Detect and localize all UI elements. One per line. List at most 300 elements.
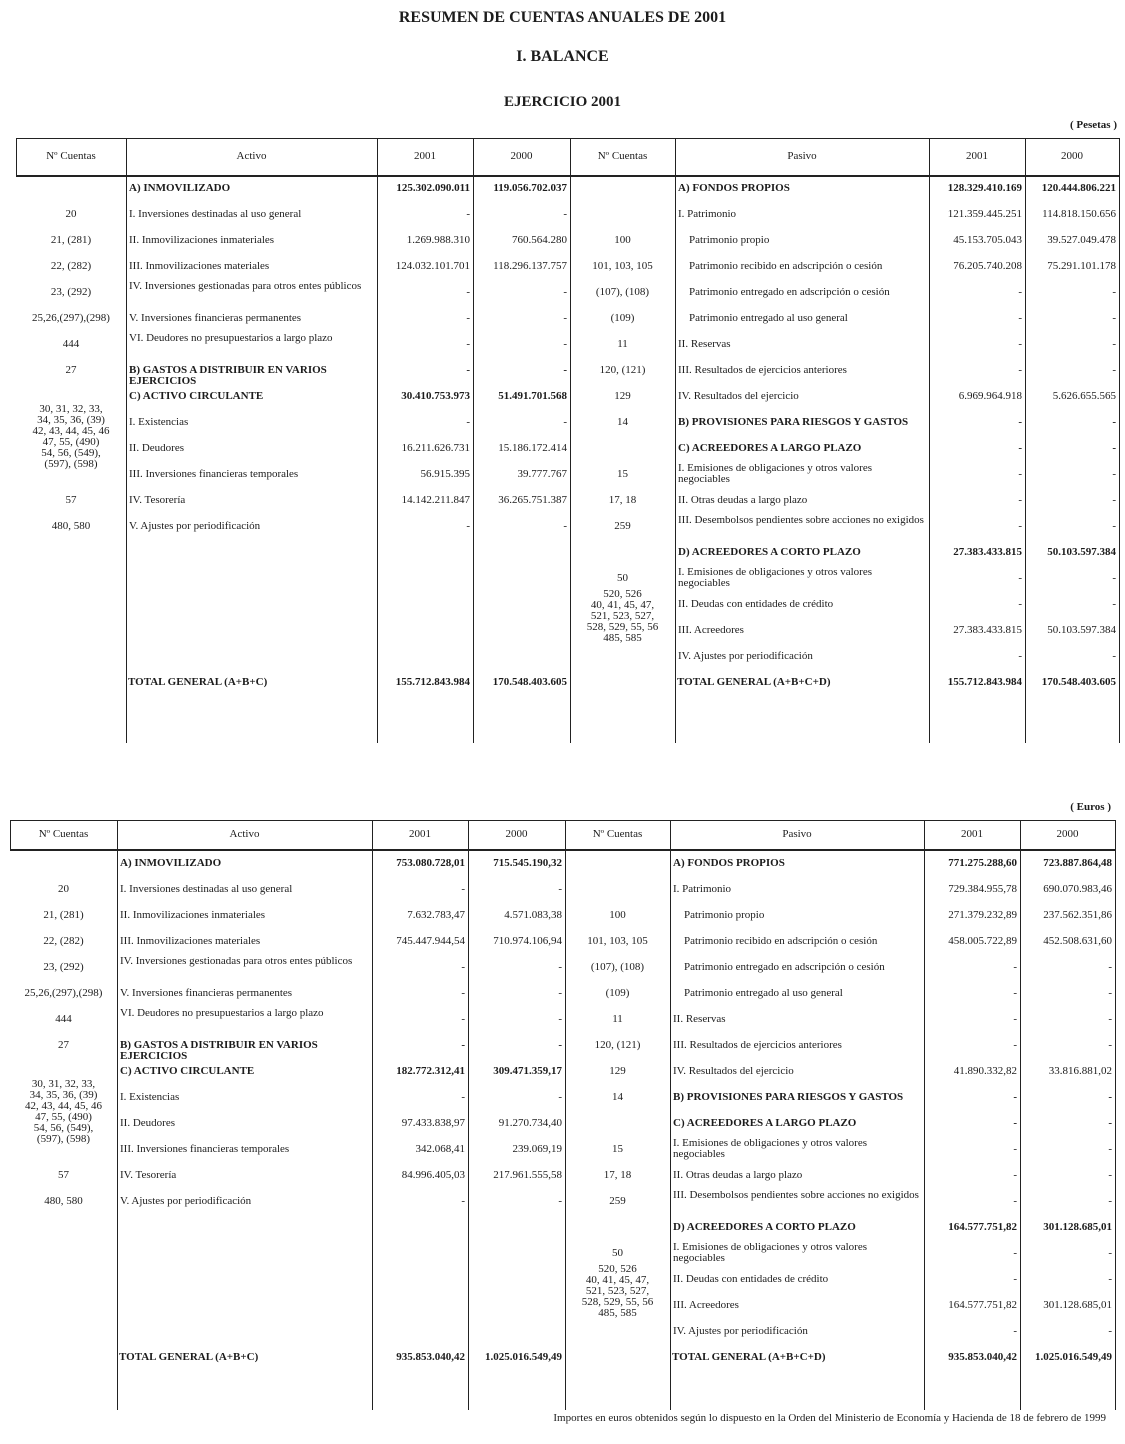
account-code: 15 [617, 468, 628, 480]
value-2000: 51.491.701.568 [498, 390, 567, 402]
account-code: 54, 56, (549), [41, 447, 101, 459]
value-2000: - [563, 364, 567, 376]
value-2000: - [1112, 598, 1116, 610]
column-divider [468, 820, 469, 1410]
value-2000: - [1112, 364, 1116, 376]
value-2001: 16.211.626.731 [401, 442, 470, 454]
activo-label: III. Inmovilizaciones materiales [129, 260, 270, 272]
column-divider [1119, 138, 1120, 743]
value-2001: 128.329.410.169 [947, 182, 1022, 194]
account-code: 101, 103, 105 [592, 260, 653, 272]
pasivo-label: B) PROVISIONES PARA RIESGOS Y GASTOS [678, 416, 909, 428]
value-2001: 342.068,41 [415, 1143, 465, 1155]
activo-label: VI. Deudores no presupuestarios a largo plazo [120, 1007, 324, 1019]
account-code: 22, (282) [43, 935, 84, 947]
value-2000: - [1108, 1273, 1112, 1285]
pasivo-label: III. Desembolsos pendientes sobre acciones no exigidos [673, 1189, 919, 1201]
account-code: 20 [58, 883, 69, 895]
page-title: RESUMEN DE CUENTAS ANUALES DE 2001 [398, 9, 727, 26]
pasivo-label: II. Reservas [673, 1013, 726, 1025]
value-2000: - [1112, 416, 1116, 428]
value-2001: - [1013, 1247, 1017, 1259]
column-divider [924, 820, 925, 1410]
value-2000: 120.444.806.221 [1041, 182, 1116, 194]
value-2001: 271.379.232,89 [948, 909, 1017, 921]
value-2001: - [1018, 312, 1022, 324]
value-2001: - [461, 1091, 465, 1103]
pasivo-label: I. Emisiones de obligaciones y otros valores negociables [673, 1137, 867, 1160]
activo-label: C) ACTIVO CIRCULANTE [129, 390, 264, 402]
activo-label: III. Inmovilizaciones materiales [120, 935, 261, 947]
account-code: 30, 31, 32, 33, [39, 403, 103, 415]
column-divider [670, 820, 671, 1410]
column-header-2001: 2001 [414, 150, 436, 162]
account-code: 120, (121) [594, 1039, 641, 1051]
pasivo-label: C) ACREEDORES A LARGO PLAZO [673, 1117, 857, 1129]
value-2000: - [563, 208, 567, 220]
account-code: 485, 585 [598, 1307, 637, 1319]
pasivo-label: B) PROVISIONES PARA RIESGOS Y GASTOS [673, 1091, 904, 1103]
pasivo-label: Patrimonio propio [689, 234, 770, 246]
value-2000: 4.571.083,38 [504, 909, 562, 921]
value-2001: - [466, 312, 470, 324]
value-2001: - [1018, 494, 1022, 506]
column-header-cuentas-pasivo: Nº Cuentas [592, 828, 643, 840]
column-header-cuentas-pasivo: Nº Cuentas [597, 150, 648, 162]
account-code: 50 [612, 1247, 623, 1259]
value-2000: - [1108, 1039, 1112, 1051]
activo-label: I. Inversiones destinadas al uso general [120, 883, 293, 895]
value-2000: - [1112, 494, 1116, 506]
pasivo-label: Patrimonio entregado al uso general [684, 987, 843, 999]
total-label-pasivo: TOTAL GENERAL (A+B+C+D) [677, 676, 831, 688]
pasivo-label: I. Patrimonio [678, 208, 737, 220]
column-divider [675, 138, 676, 743]
value-2001: - [1013, 1039, 1017, 1051]
pasivo-label: III. Acreedores [678, 624, 744, 636]
value-2000: - [1112, 312, 1116, 324]
pasivo-label: III. Acreedores [673, 1299, 739, 1311]
value-2000: 118.296.137.757 [493, 260, 567, 272]
value-2001: - [1013, 1169, 1017, 1181]
value-2000: 760.564.280 [512, 234, 567, 246]
value-2000: - [558, 1195, 562, 1207]
value-2001: 56.915.395 [420, 468, 470, 480]
account-code: 15 [612, 1143, 623, 1155]
total-2000-activo: 170.548.403.605 [492, 676, 567, 688]
account-code: 47, 55, (490) [42, 436, 100, 448]
account-code: (109) [605, 987, 630, 999]
value-2001: - [1013, 1195, 1017, 1207]
account-code: 22, (282) [50, 260, 92, 272]
pasivo-label: II. Otras deudas a largo plazo [678, 494, 808, 506]
account-code: 57 [58, 1169, 69, 1181]
value-2000: - [1108, 961, 1112, 973]
total-2000-pasivo: 1.025.016.549,49 [1035, 1351, 1112, 1363]
value-2001: 27.383.433.815 [953, 624, 1022, 636]
column-divider [565, 820, 566, 1410]
value-2000: 239.069,19 [512, 1143, 562, 1155]
value-2001: - [461, 1013, 465, 1025]
pasivo-label: I. Emisiones de obligaciones y otros valores negociables [678, 566, 872, 589]
column-header-2000: 2000 [505, 828, 528, 840]
value-2000: 15.186.172.414 [498, 442, 567, 454]
column-header-activo: Activo [236, 150, 267, 162]
value-2000: 710.974.106,94 [493, 935, 562, 947]
value-2000: - [558, 961, 562, 973]
total-2001-activo: 155.712.843.984 [395, 676, 470, 688]
value-2001: 458.005.722,89 [948, 935, 1017, 947]
pasivo-label: C) ACREEDORES A LARGO PLAZO [678, 442, 862, 454]
value-2001: - [461, 987, 465, 999]
value-2000: 75.291.101.178 [1047, 260, 1116, 272]
value-2001: - [1013, 1117, 1017, 1129]
column-header-pasivo: Pasivo [787, 150, 817, 162]
balance-table-pesetas [16, 138, 1120, 743]
account-code: 23, (292) [43, 961, 84, 973]
account-code: 14 [612, 1091, 623, 1103]
value-2000: - [1108, 1091, 1112, 1103]
value-2001: - [1013, 1091, 1017, 1103]
value-2001: 6.969.964.918 [958, 390, 1022, 402]
column-header-cuentas: Nº Cuentas [46, 150, 96, 162]
pasivo-label: Patrimonio entregado en adscripción o cesión [684, 961, 885, 973]
value-2001: - [466, 338, 470, 350]
activo-label: B) GASTOS A DISTRIBUIR EN VARIOS EJERCICIOS [129, 364, 327, 387]
activo-label: IV. Tesorería [120, 1169, 177, 1181]
value-2001: - [1018, 520, 1022, 532]
activo-label: C) ACTIVO CIRCULANTE [120, 1065, 255, 1077]
account-code: 20 [65, 208, 77, 220]
pasivo-label: Patrimonio propio [684, 909, 765, 921]
value-2001: - [466, 208, 470, 220]
value-2000: - [1108, 1013, 1112, 1025]
value-2001: 27.383.433.815 [953, 546, 1022, 558]
activo-label: V. Inversiones financieras permanentes [129, 312, 302, 324]
pasivo-label: III. Resultados de ejercicios anteriores [673, 1039, 842, 1051]
value-2000: 309.471.359,17 [493, 1065, 562, 1077]
account-code: 528, 529, 55, 56 [586, 621, 659, 633]
value-2000: 91.270.734,40 [498, 1117, 562, 1129]
value-2001: - [461, 961, 465, 973]
value-2000: - [1108, 1169, 1112, 1181]
column-header-2000-pasivo: 2000 [1056, 828, 1079, 840]
column-header-2001-pasivo: 2001 [966, 150, 988, 162]
value-2001: - [1018, 468, 1022, 480]
total-label-pasivo: TOTAL GENERAL (A+B+C+D) [672, 1351, 826, 1363]
account-code: 27 [65, 364, 77, 376]
account-code: (597), (598) [36, 1133, 91, 1145]
value-2001: 14.142.211.847 [401, 494, 470, 506]
account-code: 34, 35, 36, (39) [29, 1089, 98, 1101]
value-2001: - [461, 1195, 465, 1207]
value-2001: 164.577.751,82 [948, 1221, 1017, 1233]
value-2001: 182.772.312,41 [396, 1065, 465, 1077]
value-2001: - [1018, 650, 1022, 662]
account-code: 42, 43, 44, 45, 46 [32, 425, 110, 437]
activo-label: I. Existencias [129, 416, 189, 428]
pasivo-label: I. Patrimonio [673, 883, 732, 895]
total-2000-activo: 1.025.016.549,49 [485, 1351, 562, 1363]
value-2000: 119.056.702.037 [493, 182, 567, 194]
activo-label: II. Inmovilizaciones inmateriales [129, 234, 275, 246]
year-title: EJERCICIO 2001 [503, 94, 622, 110]
value-2001: - [1013, 1273, 1017, 1285]
header-divider [10, 850, 1116, 851]
value-2001: - [466, 416, 470, 428]
activo-label: I. Existencias [120, 1091, 180, 1103]
value-2001: - [466, 520, 470, 532]
column-header-2001: 2001 [409, 828, 431, 840]
account-code: 42, 43, 44, 45, 46 [25, 1100, 102, 1112]
column-divider [570, 138, 571, 743]
value-2001: - [1013, 987, 1017, 999]
account-code: 520, 526 [598, 1263, 637, 1275]
activo-label: I. Inversiones destinadas al uso general [129, 208, 302, 220]
value-2000: - [563, 416, 567, 428]
column-header-2000-pasivo: 2000 [1061, 150, 1083, 162]
account-code: 100 [609, 909, 626, 921]
column-divider [1115, 820, 1116, 1410]
account-code: (597), (598) [44, 458, 98, 470]
total-2000-pasivo: 170.548.403.605 [1041, 676, 1116, 688]
activo-label: IV. Tesorería [129, 494, 186, 506]
value-2001: - [461, 883, 465, 895]
pasivo-label: I. Emisiones de obligaciones y otros valores negociables [673, 1241, 867, 1264]
account-code: (107), (108) [595, 286, 650, 298]
value-2000: - [563, 286, 567, 298]
value-2000: - [558, 883, 562, 895]
pasivo-label: IV. Ajustes por periodificación [678, 650, 813, 662]
value-2000: - [1112, 286, 1116, 298]
activo-label: V. Ajustes por periodificación [129, 520, 261, 532]
activo-label: III. Inversiones financieras temporales [120, 1143, 290, 1155]
activo-label: B) GASTOS A DISTRIBUIR EN VARIOS EJERCICIOS [120, 1039, 318, 1062]
account-code: 14 [617, 416, 628, 428]
value-2000: - [558, 1039, 562, 1051]
value-2000: 5.626.655.565 [1052, 390, 1116, 402]
value-2001: 771.275.288,60 [948, 857, 1017, 869]
value-2000: - [1112, 338, 1116, 350]
value-2000: - [563, 520, 567, 532]
value-2001: 41.890.332,82 [953, 1065, 1017, 1077]
total-label-activo: TOTAL GENERAL (A+B+C) [128, 676, 268, 688]
account-code: 11 [617, 338, 628, 350]
column-header-2000: 2000 [510, 150, 533, 162]
activo-label: IV. Inversiones gestionadas para otros entes públicos [129, 280, 362, 292]
column-divider [377, 138, 378, 743]
value-2000: 33.816.881,02 [1048, 1065, 1112, 1077]
value-2000: 690.070.983,46 [1043, 883, 1112, 895]
value-2001: 124.032.101.701 [395, 260, 470, 272]
pasivo-label: Patrimonio entregado al uso general [689, 312, 848, 324]
pasivo-label: II. Reservas [678, 338, 731, 350]
account-code: 25,26,(297),(298) [24, 987, 103, 999]
value-2000: - [558, 1091, 562, 1103]
column-header-2001-pasivo: 2001 [961, 828, 983, 840]
account-code: 50 [617, 572, 628, 584]
account-code: 520, 526 [603, 588, 642, 600]
pasivo-label: D) ACREEDORES A CORTO PLAZO [673, 1221, 856, 1233]
pasivo-label: III. Resultados de ejercicios anteriores [678, 364, 847, 376]
total-2001-activo: 935.853.040,42 [396, 1351, 465, 1363]
value-2001: - [466, 364, 470, 376]
column-header-cuentas: Nº Cuentas [38, 828, 89, 840]
value-2001: 45.153.705.043 [953, 234, 1022, 246]
value-2000: 723.887.864,48 [1043, 857, 1112, 869]
account-code: 21, (281) [43, 909, 84, 921]
value-2000: 50.103.597.384 [1047, 546, 1116, 558]
value-2001: 97.433.838,97 [401, 1117, 465, 1129]
pasivo-label: II. Deudas con entidades de crédito [673, 1273, 829, 1285]
value-2001: - [1018, 286, 1022, 298]
account-code: 54, 56, (549), [33, 1122, 94, 1134]
account-code: 34, 35, 36, (39) [37, 414, 105, 426]
pasivo-label: IV. Ajustes por periodificación [673, 1325, 808, 1337]
column-header-activo: Activo [229, 828, 260, 840]
account-code: 528, 529, 55, 56 [581, 1296, 654, 1308]
column-divider [372, 820, 373, 1410]
account-code: 129 [614, 390, 631, 402]
value-2001: - [1018, 364, 1022, 376]
account-code: 120, (121) [599, 364, 646, 376]
column-divider [117, 820, 118, 1410]
pasivo-label: Patrimonio recibido en adscripción o cesión [684, 935, 878, 947]
account-code: (109) [610, 312, 635, 324]
pasivo-label: D) ACREEDORES A CORTO PLAZO [678, 546, 861, 558]
value-2001: 729.384.955,78 [948, 883, 1017, 895]
value-2000: - [563, 312, 567, 324]
value-2001: - [1013, 1143, 1017, 1155]
value-2000: 452.508.631,60 [1043, 935, 1112, 947]
account-code: 25,26,(297),(298) [32, 312, 110, 324]
activo-label: A) INMOVILIZADO [129, 182, 231, 194]
value-2001: 76.205.740.208 [953, 260, 1022, 272]
account-code: 57 [65, 494, 77, 506]
account-code: 129 [609, 1065, 626, 1077]
value-2001: 753.080.728,01 [396, 857, 465, 869]
activo-label: VI. Deudores no presupuestarios a largo plazo [129, 332, 333, 344]
pasivo-label: IV. Resultados del ejercicio [678, 390, 799, 402]
value-2001: - [1013, 961, 1017, 973]
activo-label: A) INMOVILIZADO [120, 857, 222, 869]
activo-label: II. Inmovilizaciones inmateriales [120, 909, 266, 921]
column-header-pasivo: Pasivo [782, 828, 812, 840]
column-divider [1020, 820, 1021, 1410]
value-2000: - [1112, 572, 1116, 584]
value-2001: 30.410.753.973 [401, 390, 470, 402]
account-code: 444 [62, 338, 80, 350]
account-code: 480, 580 [44, 1195, 83, 1207]
account-code: 11 [612, 1013, 623, 1025]
account-code: 521, 523, 527, [590, 610, 655, 622]
value-2000: 715.545.190,32 [493, 857, 562, 869]
account-code: 47, 55, (490) [35, 1111, 92, 1123]
account-code: 40, 41, 45, 47, [590, 599, 655, 611]
account-code: 40, 41, 45, 47, [585, 1274, 650, 1286]
account-code: 17, 18 [603, 1169, 632, 1181]
pasivo-label: A) FONDOS PROPIOS [678, 182, 790, 194]
value-2001: 1.269.988.310 [406, 234, 470, 246]
value-2000: - [1112, 520, 1116, 532]
value-2000: - [1112, 468, 1116, 480]
account-code: 485, 585 [603, 632, 642, 644]
activo-label: IV. Inversiones gestionadas para otros entes públicos [120, 955, 353, 967]
header-divider [16, 176, 1120, 177]
account-code: 259 [614, 520, 631, 532]
account-code: (107), (108) [590, 961, 645, 973]
value-2000: - [1108, 1195, 1112, 1207]
value-2001: 745.447.944,54 [396, 935, 465, 947]
activo-label: V. Ajustes por periodificación [120, 1195, 252, 1207]
value-2001: - [1013, 1325, 1017, 1337]
value-2000: - [1112, 442, 1116, 454]
value-2000: 301.128.685,01 [1043, 1299, 1112, 1311]
value-2001: 84.996.405,03 [401, 1169, 465, 1181]
account-code: 480, 580 [51, 520, 91, 532]
account-code: 30, 31, 32, 33, [31, 1078, 96, 1090]
total-2001-pasivo: 155.712.843.984 [947, 676, 1022, 688]
value-2001: - [466, 286, 470, 298]
unit-label-euros: ( Euros ) [1070, 801, 1111, 813]
pasivo-label: II. Deudas con entidades de crédito [678, 598, 834, 610]
value-2001: - [1018, 598, 1022, 610]
activo-label: II. Deudores [120, 1117, 175, 1129]
pasivo-label: Patrimonio entregado en adscripción o cesión [689, 286, 890, 298]
section-title: I. BALANCE [516, 48, 609, 65]
account-code: 100 [614, 234, 631, 246]
activo-label: V. Inversiones financieras permanentes [120, 987, 293, 999]
pasivo-label: I. Emisiones de obligaciones y otros valores negociables [678, 462, 872, 485]
footnote: Importes en euros obtenidos según lo dispuesto en la Orden del Ministerio de Economía y Hacienda de 18 de febrero de 1999 [553, 1412, 1106, 1424]
value-2001: 164.577.751,82 [948, 1299, 1017, 1311]
value-2000: - [558, 987, 562, 999]
value-2000: 114.818.150.656 [1042, 208, 1116, 220]
activo-label: II. Deudores [129, 442, 184, 454]
account-code: 101, 103, 105 [587, 935, 648, 947]
account-code: 23, (292) [50, 286, 92, 298]
value-2000: - [1108, 1143, 1112, 1155]
pasivo-label: A) FONDOS PROPIOS [673, 857, 785, 869]
value-2000: 36.265.751.387 [498, 494, 567, 506]
column-divider [473, 138, 474, 743]
pasivo-label: III. Desembolsos pendientes sobre acciones no exigidos [678, 514, 924, 526]
column-divider [126, 138, 127, 743]
value-2001: - [1018, 338, 1022, 350]
value-2001: - [1018, 416, 1022, 428]
value-2000: - [558, 1013, 562, 1025]
value-2000: 39.527.049.478 [1047, 234, 1116, 246]
balance-table-euros [10, 820, 1116, 1410]
account-code: 521, 523, 527, [585, 1285, 650, 1297]
account-code: 444 [55, 1013, 72, 1025]
total-2001-pasivo: 935.853.040,42 [948, 1351, 1017, 1363]
unit-label-pesetas: ( Pesetas ) [1069, 119, 1117, 131]
value-2000: 237.562.351,86 [1043, 909, 1112, 921]
pasivo-label: IV. Resultados del ejercicio [673, 1065, 794, 1077]
value-2000: 217.961.555,58 [493, 1169, 562, 1181]
account-code: 21, (281) [50, 234, 92, 246]
value-2001: - [1018, 442, 1022, 454]
activo-label: III. Inversiones financieras temporales [129, 468, 299, 480]
value-2001: 7.632.783,47 [407, 909, 465, 921]
value-2000: 301.128.685,01 [1043, 1221, 1112, 1233]
pasivo-label: II. Otras deudas a largo plazo [673, 1169, 803, 1181]
value-2000: - [1108, 987, 1112, 999]
value-2001: 121.359.445.251 [947, 208, 1022, 220]
value-2000: - [1108, 1325, 1112, 1337]
value-2001: - [1013, 1013, 1017, 1025]
